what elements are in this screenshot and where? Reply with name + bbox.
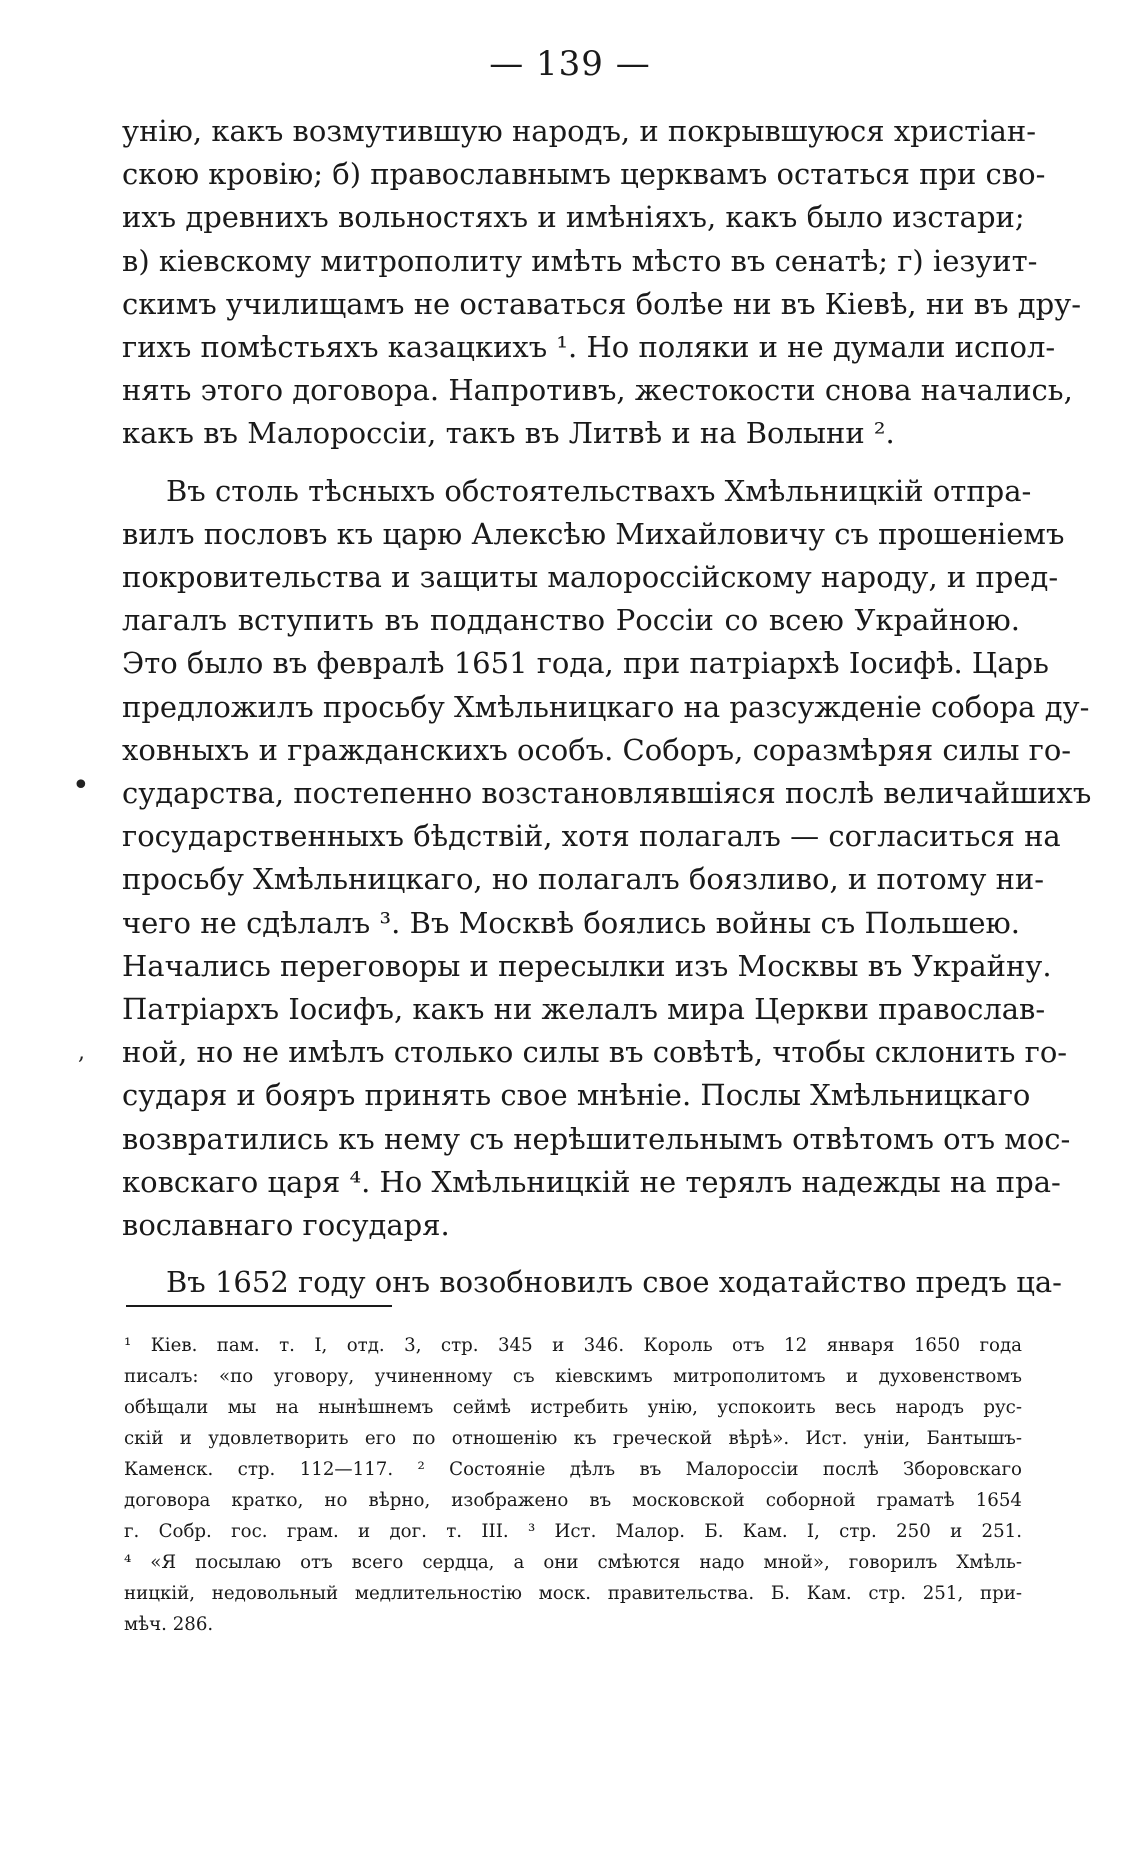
footnote-line: писалъ: «по уговору, учиненному съ кіевскимъ митрополитомъ и духовенствомъ <box>124 1366 1022 1387</box>
text-line: Въ столь тѣсныхъ обстоятельствахъ Хмѣльницкій отпра- <box>166 473 1032 508</box>
text-line: ховныхъ и гражданскихъ особъ. Соборъ, соразмѣряя силы го- <box>122 732 1072 767</box>
text-line: в) кіевскому митрополиту имѣть мѣсто въ сенатѣ; г) іезуит- <box>122 243 1038 278</box>
text-line: Это было въ февралѣ 1651 года, при патріархѣ Іосифѣ. Царь <box>122 646 1049 681</box>
margin-tick-mark: , <box>78 1040 85 1065</box>
text-line: гихъ помѣстьяхъ казацкихъ ¹. Но поляки и не думали испол- <box>122 330 1056 365</box>
text-line: какъ въ Малороссіи, такъ въ Литвѣ и на Волыни ². <box>122 416 895 451</box>
footnote-separator <box>126 1305 392 1307</box>
text-line: скою кровію; б) православнымъ церквамъ остаться при сво- <box>122 157 1046 192</box>
text-line: Начались переговоры и пересылки изъ Москвы въ Украйну. <box>122 948 1052 983</box>
page-number: — 139 — <box>489 44 651 84</box>
text-line: покровительства и защиты малороссійскому народу, и пред- <box>122 560 1059 595</box>
paragraph-3 <box>122 1261 1062 1304</box>
main-text <box>122 110 1092 1304</box>
text-line: сударя и бояръ принять свое мнѣніе. Послы Хмѣльницкаго <box>122 1078 1031 1113</box>
text-line: возвратились къ нему съ нерѣшительнымъ отвѣтомъ отъ мос- <box>122 1121 1071 1156</box>
text-line: унію, какъ возмутившую народъ, и покрывшуюся христіан- <box>122 114 1037 148</box>
footnote-line: договора кратко, но вѣрно, изображено въ московской соборной граматѣ 1654 <box>124 1490 1022 1511</box>
text-line: предложилъ просьбу Хмѣльницкаго на разсужденіе собора ду- <box>122 689 1090 724</box>
paragraph-gap <box>122 1247 1020 1261</box>
text-line: государственныхъ бѣдствій, хотя полагалъ — согласиться на <box>122 819 1061 854</box>
footnote-line: ⁴ «Я посылаю отъ всего сердца, а они смѣются надо мной», говорилъ Хмѣль- <box>124 1552 1022 1573</box>
text-line: скимъ училищамъ не оставаться болѣе ни въ Кіевѣ, ни въ дру- <box>122 286 1082 321</box>
paragraph-1 <box>122 110 1082 456</box>
paragraph-gap <box>122 456 1020 470</box>
text-line: Патріархъ Іосифъ, какъ ни желалъ мира Церкви православ- <box>122 992 1046 1027</box>
footnote-line: мѣч. 286. <box>124 1614 214 1635</box>
text-line: ихъ древнихъ вольностяхъ и имѣніяхъ, какъ было изстари; <box>122 200 1025 235</box>
text-line: ковскаго царя ⁴. Но Хмѣльницкій не терялъ надежды на пра- <box>122 1164 1061 1199</box>
margin-dot-mark: • <box>72 768 90 803</box>
paragraph-2 <box>122 470 1092 1248</box>
text-line: нять этого договора. Напротивъ, жестокости снова начались, <box>122 373 1073 408</box>
footnote-line: г. Собр. гос. грам. и дог. т. III. ³ Ист. Малор. Б. Кам. I, стр. 250 и 251. <box>124 1521 1022 1542</box>
text-line: вославнаго государя. <box>122 1208 450 1243</box>
text-line: чего не сдѣлалъ ³. Въ Москвѣ боялись войны съ Польшею. <box>122 905 1020 940</box>
text-line: лагалъ вступить въ подданство Россіи со всею Украйною. <box>122 603 1020 638</box>
footnotes <box>124 1330 1022 1640</box>
footnote-line: ницкій, недовольный медлительностію моск. правительства. Б. Кам. стр. 251, при- <box>124 1583 1022 1604</box>
footnote-line: ¹ Кіев. пам. т. I, отд. 3, стр. 345 и 346. Король отъ 12 января 1650 года <box>124 1335 1022 1356</box>
text-line: сударства, постепенно возстановлявшіяся послѣ величайшихъ <box>122 776 1092 811</box>
footnote-line: Каменск. стр. 112—117. ² Состояніе дѣлъ въ Малороссіи послѣ Зборовскаго <box>124 1459 1022 1480</box>
text-line: ной, но не имѣлъ столько силы въ совѣтѣ, чтобы склонить го- <box>122 1035 1068 1070</box>
footnote-line: обѣщали мы на нынѣшнемъ сеймѣ истребить унію, успокоить весь народъ рус- <box>124 1397 1022 1418</box>
text-line: вилъ пословъ къ царю Алексѣю Михайловичу съ прошеніемъ <box>122 516 1065 551</box>
text-line: Въ 1652 году онъ возобновилъ свое ходатайство предъ ца- <box>166 1265 1062 1300</box>
footnote-line: скій и удовлетворить его по отношенію къ греческой вѣрѣ». Ист. уніи, Бантышъ- <box>124 1428 1022 1449</box>
text-line: просьбу Хмѣльницкаго, но полагалъ боязливо, и потому ни- <box>122 862 1045 897</box>
